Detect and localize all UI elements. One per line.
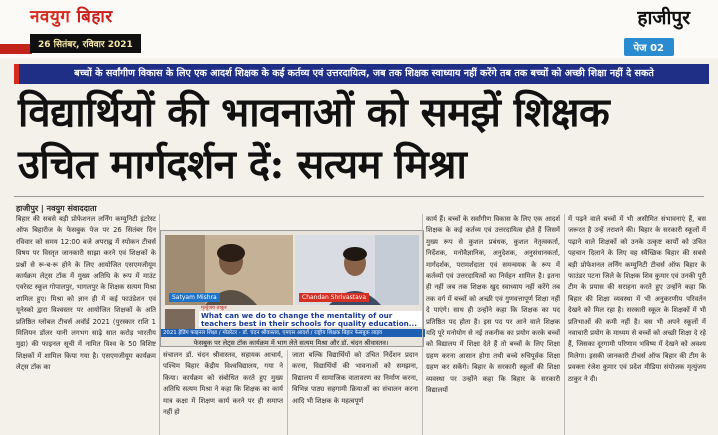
newspaper-logo xyxy=(30,4,113,27)
kicker-strip: बच्चों के सर्वांगीण विकास के लिए एक आदर्श शिक्षक के कई कर्तव्य एवं उत्तरदायित्व, जब तक शिक्षक स्वाध्याय नहीं करेंगे तब तक बच्चों को अच्छी शिक्षा नहीं दे सकते xyxy=(14,64,709,84)
byline-desk: नवयुग संवाददाता xyxy=(46,204,97,213)
headline-line-2: उचित मार्गदर्शन दें: सत्यम मिश्रा xyxy=(18,141,467,188)
page-number-badge: पेज 02 xyxy=(624,38,675,56)
photo-credit-bar: 2021 हेडिंग फाइनल शिक्षा / मोडरेटर - डॉ. चंदन श्रीवास्तव, एमएस आदर्श / राष्ट्रीय शिक्षक बिहार फेसबुक लाइव xyxy=(161,329,425,337)
participant-name-right: Chandan Shrivastava xyxy=(299,293,369,302)
participant-name-left: Satyam Mishra xyxy=(169,293,220,302)
video-pane-left xyxy=(165,235,293,305)
headline-divider xyxy=(14,196,704,197)
column-divider xyxy=(287,350,288,435)
small-thumbnail-name: मृत्युंजय ठाकुर xyxy=(201,305,227,311)
byline-place: हाजीपुर | xyxy=(16,204,44,213)
article-column-2: संचालन डॉ. चंदन श्रीवास्तव, सहायक आचार्य, पश्चिम बिहार केंद्रीय विश्वविद्यालय, गया ने किया। कार्यक्रम को संबोधित करते हुए मुख्य अतिथि सत्यम मिश्रा ने कहा कि शिक्षक का कार्य मात्र कक्षा में शिक्षण कार्य करने पर ही समाप्त नहीं हो xyxy=(163,351,283,417)
article-column-3: जाता बल्कि विद्यार्थियों को उचित निर्देशन प्रदान करना, विद्यार्थियों की भावनाओं को समझना, विद्यालय में सामाजिक वातावरण का निर्माण करना, विभिन्न पाठ्य सहगामी क्रियाओं का संचालन करना आदि भी शिक्षक के महत्वपूर्ण xyxy=(292,351,418,405)
slide-text: What can we do to change the mentality of our teachers best in their schools for quality education... xyxy=(199,311,423,327)
brand-region: बिहार xyxy=(76,7,113,27)
dateline: 26 सितंबर, रविवार 2021 xyxy=(30,34,141,53)
article-column-1: बिहार की सबसे बड़ी प्रोफेशनल लर्निंग कम्युनिटी इंटरेस्ट ऑफ बिहारीज के फेसबुक पेज पर 26 सितंबर दिन रविवार को समय 12:00 बजे अपराह्न में स्पोकन टीचर्स विषय पर विस्तृत जानकारी साझा करने एवं शिक्षकों के प्रश्नों से रू-ब-रू होने के लिए आयोजित एसएमजीयूम कार्यक्रम लेट्स टॉक में मुख्य अतिथि के रूप में माउंट एवरेस्ट स्कूल गोपालपुर, भागलपुर के शिक्षक सत्यम मिश्रा शामिल हुए। मिश्रा को ज्ञान ही में कई फाउंडेशन एवं यूनेस्को द्वारा विश्वस्तर पर आयोजित शिक्षकों के अति प्रतिष्ठित ग्लोबल टीचर्स अवॉर्ड 2021 (पुरस्कार राशि 1 मिलियन डॉलर यानी लगभग साढ़े सात करोड़ भारतीय मुद्रा) की फाइनल सूची में नामित विश्व के 50 विशिष्ट शिक्षकों में शामिल किया गया है। एसएमजीयूम कार्यक्रम लेट्स टॉक का xyxy=(16,215,156,372)
column-divider xyxy=(422,214,423,435)
column-divider xyxy=(564,214,565,435)
headline-line-1: विद्यार्थियों की भावनाओं को समझें शिक्षक xyxy=(18,89,610,136)
video-pane-right xyxy=(295,235,419,305)
city-name: हाजीपुर xyxy=(637,7,690,29)
masthead-accent-bar xyxy=(0,44,32,54)
brand-name: नवयुग xyxy=(30,7,71,27)
article-column-5: में पढ़ने वाले बच्चों में भी असीमित संभावनाएं हैं, बस जरूरत है उन्हें तराशने की। बिहार के सरकारी स्कूलों में पढ़ाने वाले शिक्षकों को उनके उत्कृष्ट कार्यों को उचित पहचान दिलाने के लिए वह स्वैच्छिक बिहार की सबसे बड़ी प्रोफेशनल लर्निंग कम्युनिटी टीचर्स ऑफ बिहार के फाउंडर पटना जिले के शिक्षक शिव कुमार एवं उनकी पूरी टीम के प्रयास की सराहना करते हुए उन्होंने कहा कि बिहार की शिक्षा व्यवस्था में भी अनुकरणीय परिवर्तन देखने को मिल रहा है। सरकारी स्कूल के शिक्षकों में भी प्रतिभाओं की कमी नहीं है। बस भी अपने स्कूलों में नवाचारी प्रयोग के माध्यम से बच्चों को अच्छी शिक्षा दे रहे हैं, जिसका दूरगामी परिणाम भविष्य में देखने को अवश्य मिलेगा। इसकी जानकारी टीचर्स ऑफ बिहार की टीम के प्रवक्ता रंजेश कुमार एवं प्रदेश मीडिया संयोजक मृत्युंजय ठाकुर ने दी। xyxy=(568,215,706,383)
small-video-thumbnail xyxy=(165,309,195,329)
article-column-4: कार्य हैं। बच्चों के सर्वांगीण विकास के लिए एक आदर्श शिक्षक के कई कर्तव्य एवं उत्तरदायित्व होते हैं जिसमें मुख्य रूप से कुशल प्रबंधक, कुशल नेतृत्वकर्ता, निर्देशक, मनोवैज्ञानिक, अनुदेशक, अनुसंधानकर्ता, मार्गदर्शक, परामर्शदाता एवं समन्वयक के रूप में कर्तव्यों एवं उत्तरदायित्वों का निर्वहन शामिल है। इतना ही नहीं जब तक शिक्षक खुद स्वाध्याय नहीं करेंगे तब तक वर्ग में बच्चों को अच्छी एवं गुणवत्तापूर्ण शिक्षा नहीं दे पाएंगे। साथ ही उन्होंने कहा कि शिक्षक का पद प्रतिष्ठित पद होता है। इस पद पर आने वाले शिक्षक यदि पूरे मनोयोग से नई तकनीक का प्रयोग करके बच्चों को विद्यालय में शिक्षा देते हैं तो बच्चों के लिए शिक्षा ग्रहण करना आसान होगा तथी बच्चे रुचिपूर्वक शिक्षा ग्रहण कर सकेंगे। बिहार के सरकारी स्कूलों की शिक्षा व्यवस्था पर उन्होंने कहा कि बिहार के सरकारी विद्यालयों xyxy=(426,215,560,395)
byline xyxy=(16,203,97,214)
masthead xyxy=(0,0,718,58)
photo-caption: फेसबुक पर लेट्स टॉक कार्यक्रम में भाग लेते सत्यम मिश्रा और डॉ. चंदन श्रीवास्तव। xyxy=(193,339,389,347)
article-photo xyxy=(160,230,424,347)
